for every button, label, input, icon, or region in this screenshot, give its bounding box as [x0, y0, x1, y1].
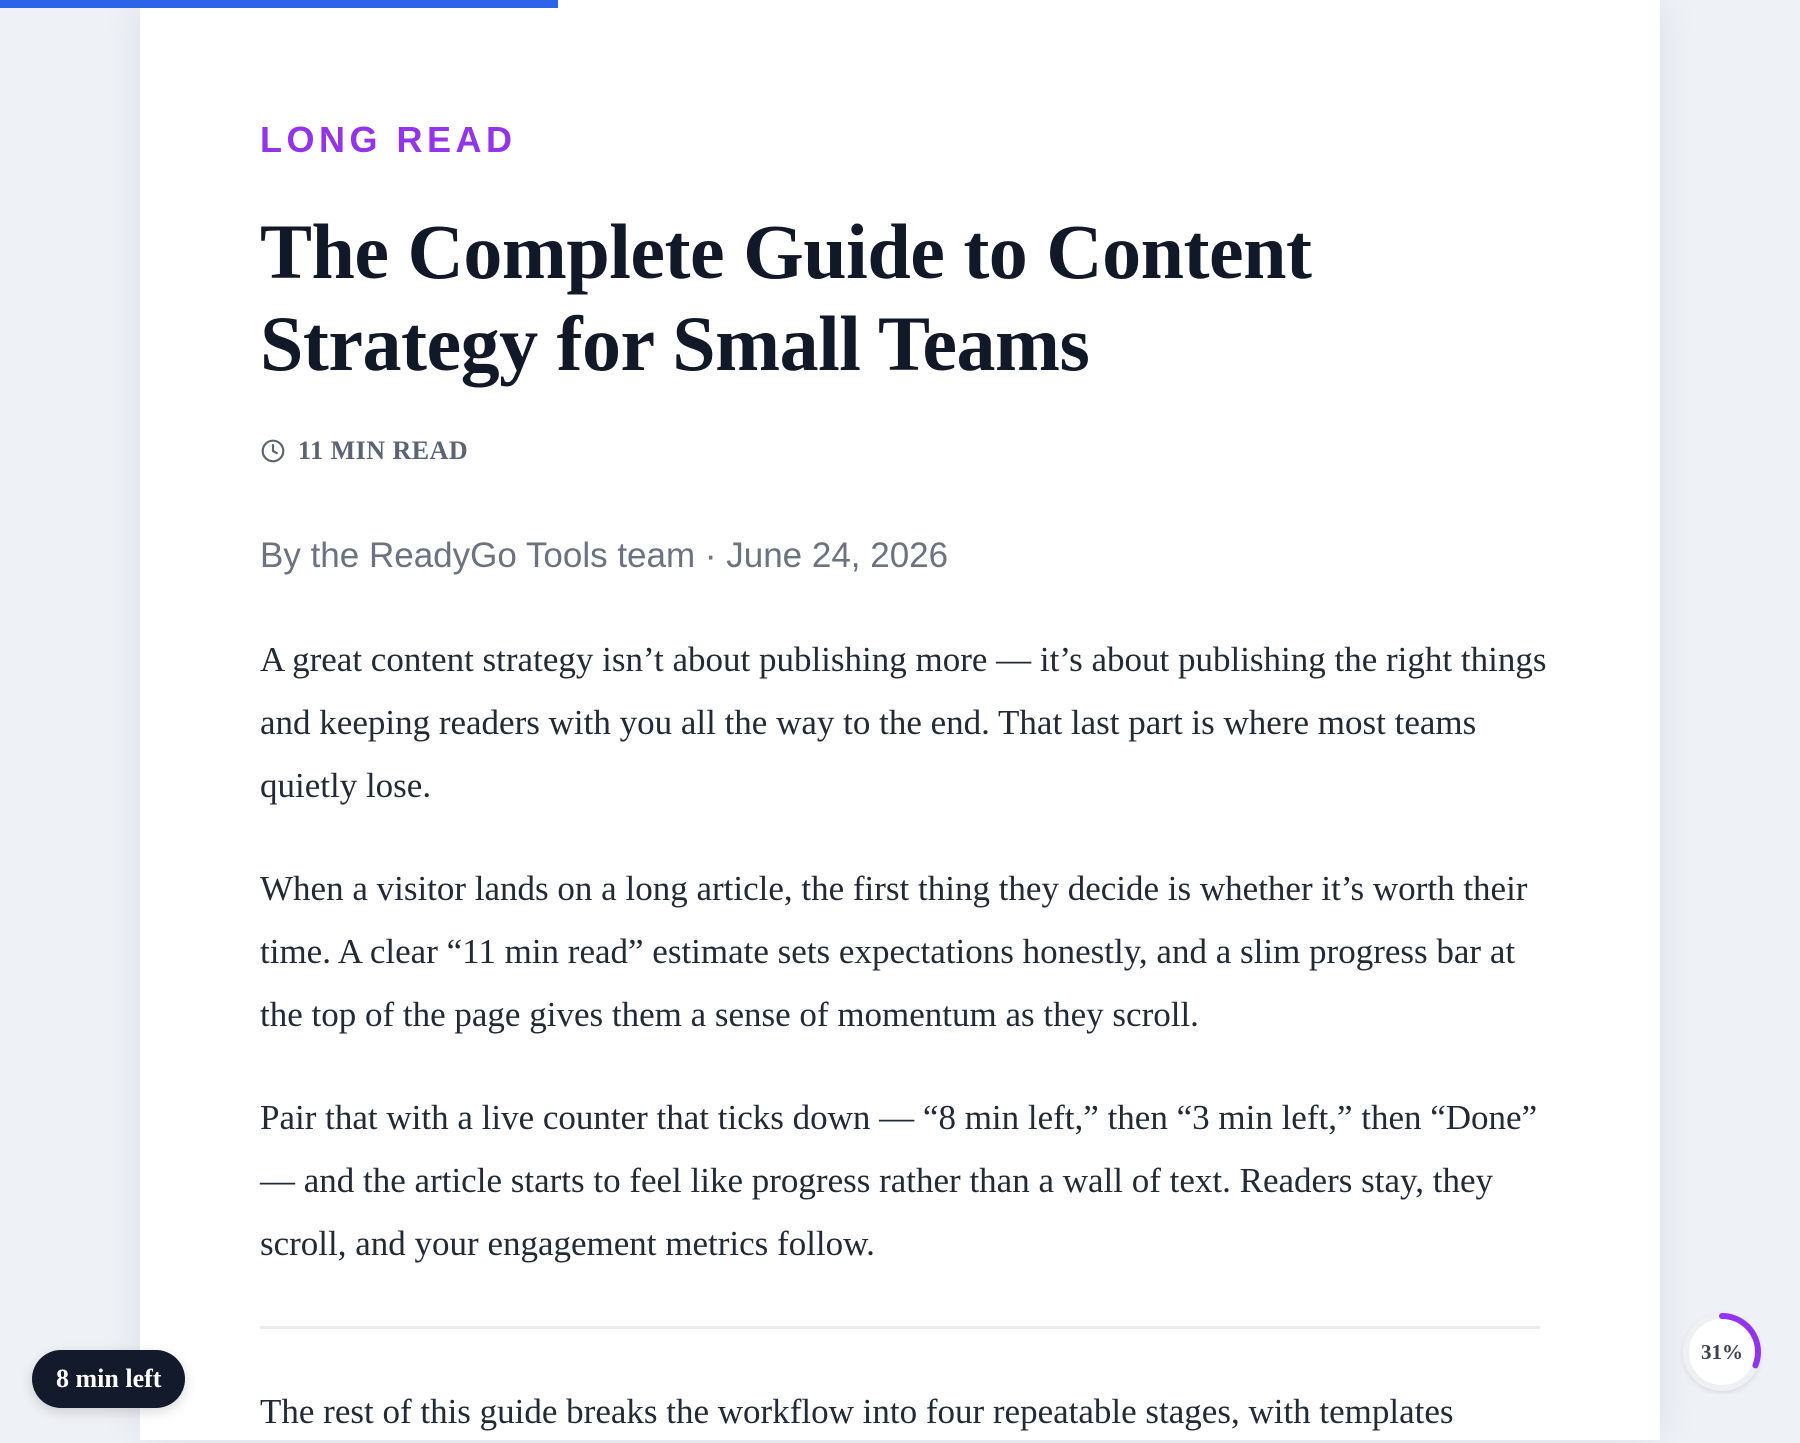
article-kicker: LONG READ	[260, 119, 517, 160]
article-paragraph: Pair that with a live counter that ticks down — “8 min left,” then “3 min left,” then “Done” — and the article starts to feel like progress rather than a wall of text. Readers stay, they scroll, and your engagement metrics follow.	[260, 1098, 1538, 1263]
article-paragraph: A great content strategy isn’t about publishing more — it’s about publishing the right things and keeping readers with you all the way to the end. That last part is where most teams quietly lose.	[260, 640, 1547, 805]
article-title: The Complete Guide to Content Strategy for Small Teams	[260, 208, 1312, 387]
time-left-badge: 8 min left	[32, 1350, 185, 1408]
article-paragraph-continued: The rest of this guide breaks the workflow into four repeatable stages, with templates	[260, 1392, 1454, 1431]
reading-progress-fill	[0, 0, 558, 8]
reading-progress-bar	[0, 0, 1800, 8]
progress-ring[interactable]	[1680, 1310, 1764, 1394]
clock-icon	[260, 438, 286, 464]
article-card	[140, 0, 1660, 1440]
article-paragraph: When a visitor lands on a long article, the first thing they decide is whether it’s worth their time. A clear “11 min read” estimate sets expectations honestly, and a slim progress bar at the top of the page gives them a sense of momentum as they scroll.	[260, 869, 1528, 1034]
progress-percent: 31%	[1701, 1339, 1743, 1364]
read-time-label: 11 MIN READ	[298, 436, 469, 465]
article-byline: By the ReadyGo Tools team · June 24, 2026	[260, 536, 949, 575]
read-time	[260, 436, 468, 466]
article-body	[260, 628, 1550, 1315]
section-divider	[260, 1326, 1540, 1329]
